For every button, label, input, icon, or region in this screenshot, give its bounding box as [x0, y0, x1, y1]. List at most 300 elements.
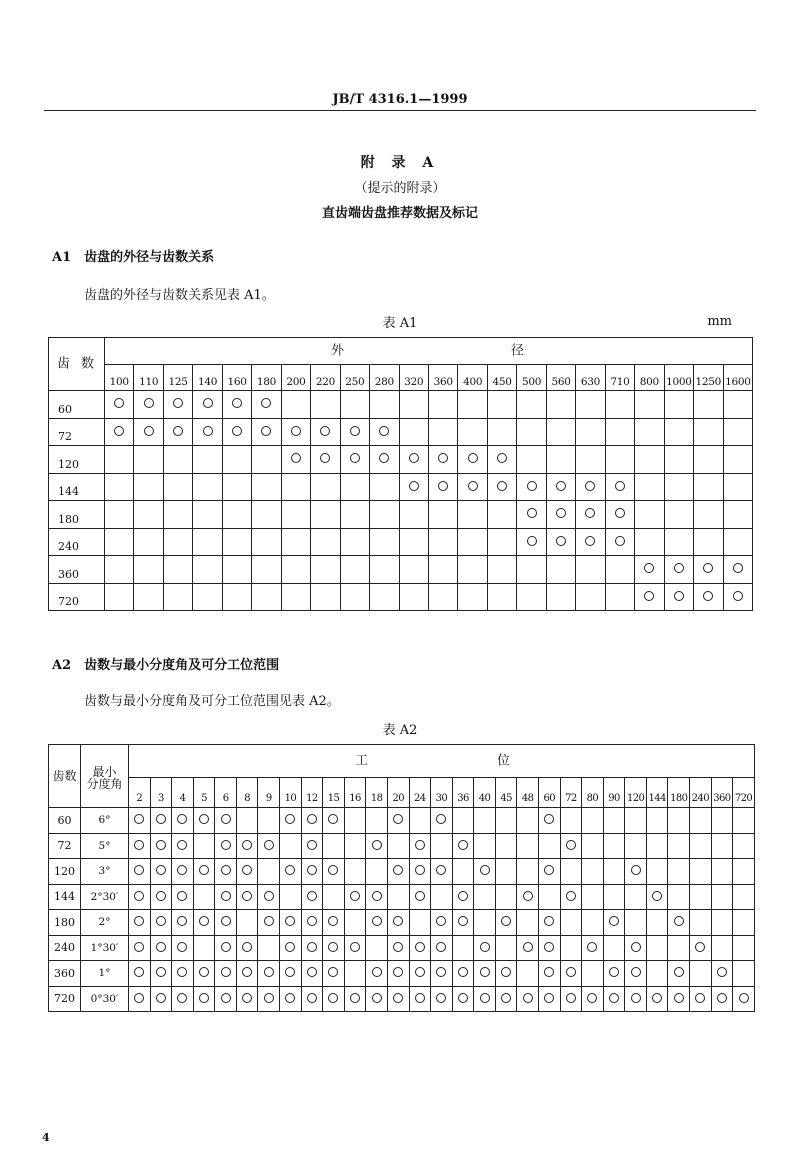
- circle-mark-icon: [285, 967, 295, 977]
- table-cell: [387, 935, 409, 961]
- teeth-cell: 180: [49, 910, 81, 936]
- table-cell: [431, 808, 453, 834]
- table-cell: [690, 986, 712, 1012]
- table-cell: [546, 473, 575, 501]
- circle-mark-icon: [203, 398, 213, 408]
- table-cell: [301, 808, 323, 834]
- table-cell: [517, 884, 539, 910]
- table-cell: [664, 528, 693, 556]
- table-cell: [603, 884, 625, 910]
- table-cell: [409, 808, 431, 834]
- circle-mark-icon: [609, 916, 619, 926]
- diameter-column-header: 250: [340, 365, 369, 391]
- circle-mark-icon: [415, 865, 425, 875]
- circle-mark-icon: [264, 993, 274, 1003]
- table-cell: [399, 418, 428, 446]
- table-cell: [517, 935, 539, 961]
- table-cell: [215, 833, 237, 859]
- table-cell: [690, 884, 712, 910]
- table-cell: [258, 910, 280, 936]
- table-cell: [625, 910, 647, 936]
- circle-mark-icon: [415, 967, 425, 977]
- table-cell: [646, 961, 668, 987]
- table-cell: [105, 556, 134, 584]
- table-cell: [311, 501, 340, 529]
- circle-mark-icon: [585, 508, 595, 518]
- table-cell: [172, 961, 194, 987]
- table-cell: [222, 473, 251, 501]
- min-angle-cell: 1°: [81, 961, 129, 987]
- station-column-header: 2: [129, 778, 151, 808]
- teeth-cell: 240: [49, 935, 81, 961]
- table-cell: [215, 935, 237, 961]
- table-cell: [428, 501, 457, 529]
- circle-mark-icon: [497, 453, 507, 463]
- diameter-column-header: 450: [487, 365, 516, 391]
- circle-mark-icon: [480, 865, 490, 875]
- circle-mark-icon: [556, 536, 566, 546]
- table-cell: [281, 391, 310, 419]
- table-cell: [635, 473, 664, 501]
- table-cell: [582, 833, 604, 859]
- table-cell: [458, 446, 487, 474]
- table-cell: [366, 884, 388, 910]
- circle-mark-icon: [415, 993, 425, 1003]
- diameter-column-header: 220: [311, 365, 340, 391]
- circle-mark-icon: [372, 916, 382, 926]
- circle-mark-icon: [199, 916, 209, 926]
- diameter-column-header: 800: [635, 365, 664, 391]
- circle-mark-icon: [221, 891, 231, 901]
- table-cell: [458, 556, 487, 584]
- table-cell: [134, 391, 163, 419]
- table-cell: [129, 859, 151, 885]
- table-cell: [236, 910, 258, 936]
- circle-mark-icon: [544, 865, 554, 875]
- table-cell: [664, 556, 693, 584]
- table-cell: [517, 418, 546, 446]
- table-cell: [517, 556, 546, 584]
- circle-mark-icon: [156, 967, 166, 977]
- circle-mark-icon: [544, 993, 554, 1003]
- teeth-cell: 60: [49, 808, 81, 834]
- station-column-header: 180: [668, 778, 690, 808]
- table-cell: [668, 986, 690, 1012]
- diameter-column-header: 180: [252, 365, 281, 391]
- table-cell: [723, 473, 753, 501]
- table-cell: [664, 583, 693, 611]
- table-cell: [222, 528, 251, 556]
- document-code: JB/T 4316.1—1999: [332, 92, 468, 107]
- table-cell: [311, 556, 340, 584]
- table-cell: [474, 884, 496, 910]
- table-cell: [538, 884, 560, 910]
- circle-mark-icon: [652, 993, 662, 1003]
- table-cell: [694, 473, 723, 501]
- table-cell: [646, 833, 668, 859]
- circle-mark-icon: [438, 453, 448, 463]
- table-cell: [105, 391, 134, 419]
- table-cell: [711, 910, 733, 936]
- circle-mark-icon: [415, 891, 425, 901]
- table-cell: [452, 935, 474, 961]
- table-cell: [733, 961, 755, 987]
- table-cell: [495, 986, 517, 1012]
- table-cell: [340, 583, 369, 611]
- table-cell: [150, 961, 172, 987]
- teeth-cell: 720: [49, 986, 81, 1012]
- table-cell: [311, 473, 340, 501]
- table-cell: [560, 859, 582, 885]
- table-cell: [222, 501, 251, 529]
- station-column-header: 9: [258, 778, 280, 808]
- table-cell: [340, 528, 369, 556]
- circle-mark-icon: [544, 916, 554, 926]
- station-column-header: 36: [452, 778, 474, 808]
- circle-mark-icon: [156, 891, 166, 901]
- table-cell: [625, 833, 647, 859]
- table-cell: [163, 528, 192, 556]
- diameter-column-header: 320: [399, 365, 428, 391]
- circle-mark-icon: [320, 426, 330, 436]
- station-column-header: 80: [582, 778, 604, 808]
- circle-mark-icon: [285, 993, 295, 1003]
- circle-mark-icon: [177, 840, 187, 850]
- circle-mark-icon: [674, 591, 684, 601]
- diameter-column-header: 1600: [723, 365, 753, 391]
- table-cell: [370, 446, 399, 474]
- table-cell: [163, 583, 192, 611]
- circle-mark-icon: [436, 942, 446, 952]
- circle-mark-icon: [644, 591, 654, 601]
- min-angle-cell: 2°: [81, 910, 129, 936]
- circle-mark-icon: [156, 814, 166, 824]
- table-cell: [428, 391, 457, 419]
- table-cell: [281, 528, 310, 556]
- table-cell: [560, 910, 582, 936]
- circle-mark-icon: [480, 993, 490, 1003]
- table-cell: [560, 961, 582, 987]
- table-cell: [311, 391, 340, 419]
- circle-mark-icon: [556, 508, 566, 518]
- station-column-header: 18: [366, 778, 388, 808]
- table-cell: [603, 910, 625, 936]
- circle-mark-icon: [372, 967, 382, 977]
- table-cell: [517, 808, 539, 834]
- circle-mark-icon: [285, 942, 295, 952]
- circle-mark-icon: [177, 967, 187, 977]
- table-cell: [646, 884, 668, 910]
- table-cell: [222, 391, 251, 419]
- table-cell: [150, 833, 172, 859]
- station-column-header: 20: [387, 778, 409, 808]
- circle-mark-icon: [156, 942, 166, 952]
- circle-mark-icon: [703, 591, 713, 601]
- circle-mark-icon: [379, 426, 389, 436]
- circle-mark-icon: [458, 891, 468, 901]
- table-cell: [495, 859, 517, 885]
- table-cell: [431, 986, 453, 1012]
- table-cell: [129, 808, 151, 834]
- station-column-header: 30: [431, 778, 453, 808]
- table-cell: [193, 501, 222, 529]
- circle-mark-icon: [242, 840, 252, 850]
- table-cell: [538, 961, 560, 987]
- circle-mark-icon: [609, 993, 619, 1003]
- circle-mark-icon: [261, 398, 271, 408]
- table-cell: [105, 501, 134, 529]
- circle-mark-icon: [501, 916, 511, 926]
- table-cell: [582, 884, 604, 910]
- table-cell: [236, 935, 258, 961]
- table-cell: [603, 859, 625, 885]
- circle-mark-icon: [631, 942, 641, 952]
- table-cell: [733, 808, 755, 834]
- table-cell: [487, 501, 516, 529]
- table-cell: [193, 473, 222, 501]
- table-cell: [517, 501, 546, 529]
- diameter-column-header: 100: [105, 365, 134, 391]
- station-column-header: 10: [280, 778, 302, 808]
- table-cell: [340, 501, 369, 529]
- table-row: [49, 808, 755, 834]
- table-cell: [340, 473, 369, 501]
- table-cell: [711, 808, 733, 834]
- circle-mark-icon: [501, 967, 511, 977]
- circle-mark-icon: [695, 942, 705, 952]
- station-column-header: 24: [409, 778, 431, 808]
- circle-mark-icon: [393, 993, 403, 1003]
- table-cell: [323, 961, 345, 987]
- circle-mark-icon: [328, 967, 338, 977]
- table-cell: [134, 501, 163, 529]
- table-cell: [711, 859, 733, 885]
- table-cell: [105, 473, 134, 501]
- table-cell: [431, 935, 453, 961]
- table-cell: [222, 556, 251, 584]
- circle-mark-icon: [609, 967, 619, 977]
- table-row: [49, 528, 753, 556]
- table-cell: [193, 556, 222, 584]
- table-cell: [280, 808, 302, 834]
- table-cell: [387, 859, 409, 885]
- table-cell: [603, 986, 625, 1012]
- circle-mark-icon: [458, 967, 468, 977]
- circle-mark-icon: [350, 993, 360, 1003]
- table-cell: [215, 961, 237, 987]
- diameter-column-header: 140: [193, 365, 222, 391]
- table-cell: [409, 859, 431, 885]
- table-cell: [625, 859, 647, 885]
- table-row: [49, 501, 753, 529]
- table-cell: [635, 446, 664, 474]
- table-cell: [546, 501, 575, 529]
- table-cell: [252, 528, 281, 556]
- table-a1: [48, 337, 753, 611]
- table-a2-caption: 表 A2: [382, 723, 418, 738]
- table-cell: [625, 961, 647, 987]
- table-cell: [399, 446, 428, 474]
- circle-mark-icon: [221, 865, 231, 875]
- circle-mark-icon: [221, 967, 231, 977]
- table-cell: [605, 391, 634, 419]
- table-cell: [258, 986, 280, 1012]
- table-cell: [546, 418, 575, 446]
- table-cell: [603, 961, 625, 987]
- table-cell: [150, 986, 172, 1012]
- table-cell: [193, 418, 222, 446]
- table-cell: [487, 418, 516, 446]
- teeth-cell: 720: [49, 583, 105, 611]
- circle-mark-icon: [134, 865, 144, 875]
- circle-mark-icon: [328, 865, 338, 875]
- diameter-column-header: 400: [458, 365, 487, 391]
- table-cell: [215, 884, 237, 910]
- circle-mark-icon: [566, 891, 576, 901]
- circle-mark-icon: [320, 453, 330, 463]
- table-cell: [193, 884, 215, 910]
- table-cell: [344, 961, 366, 987]
- table-cell: [646, 808, 668, 834]
- circle-mark-icon: [717, 967, 727, 977]
- circle-mark-icon: [350, 426, 360, 436]
- min-angle-cell: 5°: [81, 833, 129, 859]
- teeth-cell: 144: [49, 473, 105, 501]
- table-cell: [366, 833, 388, 859]
- table-cell: [301, 910, 323, 936]
- table-cell: [487, 528, 516, 556]
- circle-mark-icon: [468, 481, 478, 491]
- table-cell: [163, 556, 192, 584]
- circle-mark-icon: [566, 993, 576, 1003]
- circle-mark-icon: [134, 891, 144, 901]
- table-cell: [517, 528, 546, 556]
- table-cell: [474, 833, 496, 859]
- table-cell: [252, 583, 281, 611]
- table-cell: [399, 501, 428, 529]
- table-cell: [428, 446, 457, 474]
- diameter-column-header: 560: [546, 365, 575, 391]
- circle-mark-icon: [285, 916, 295, 926]
- circle-mark-icon: [585, 536, 595, 546]
- table-cell: [323, 910, 345, 936]
- circle-mark-icon: [372, 891, 382, 901]
- table-cell: [582, 935, 604, 961]
- table-row: [49, 418, 753, 446]
- table-cell: [323, 833, 345, 859]
- station-header-label: 工: [355, 753, 369, 769]
- table-cell: [546, 528, 575, 556]
- circle-mark-icon: [177, 891, 187, 901]
- table-cell: [281, 418, 310, 446]
- table-cell: [431, 961, 453, 987]
- table-cell: [694, 583, 723, 611]
- table-cell: [258, 808, 280, 834]
- table-cell: [458, 501, 487, 529]
- table-row: [49, 961, 755, 987]
- table-cell: [605, 473, 634, 501]
- table-cell: [576, 418, 605, 446]
- table-cell: [150, 884, 172, 910]
- circle-mark-icon: [733, 563, 743, 573]
- table-cell: [134, 473, 163, 501]
- table-cell: [129, 833, 151, 859]
- circle-mark-icon: [674, 967, 684, 977]
- circle-mark-icon: [436, 967, 446, 977]
- table-cell: [694, 418, 723, 446]
- circle-mark-icon: [544, 967, 554, 977]
- circle-mark-icon: [291, 453, 301, 463]
- diameter-column-header: 160: [222, 365, 251, 391]
- table-cell: [301, 859, 323, 885]
- table-cell: [723, 528, 753, 556]
- table-cell: [428, 473, 457, 501]
- teeth-cell: 240: [49, 528, 105, 556]
- circle-mark-icon: [717, 993, 727, 1003]
- circle-mark-icon: [242, 942, 252, 952]
- circle-mark-icon: [199, 814, 209, 824]
- table-cell: [431, 884, 453, 910]
- circle-mark-icon: [527, 508, 537, 518]
- table-cell: [193, 808, 215, 834]
- circle-mark-icon: [221, 840, 231, 850]
- table-cell: [723, 446, 753, 474]
- table-cell: [172, 808, 194, 834]
- table-cell: [134, 556, 163, 584]
- circle-mark-icon: [177, 942, 187, 952]
- table-cell: [193, 528, 222, 556]
- table-a1-column-row: [49, 365, 753, 391]
- circle-mark-icon: [285, 814, 295, 824]
- table-cell: [193, 391, 222, 419]
- table-cell: [323, 935, 345, 961]
- table-cell: [366, 910, 388, 936]
- table-cell: [487, 583, 516, 611]
- table-cell: [458, 418, 487, 446]
- table-cell: [387, 961, 409, 987]
- circle-mark-icon: [631, 865, 641, 875]
- table-cell: [134, 418, 163, 446]
- table-cell: [105, 446, 134, 474]
- table-cell: [280, 986, 302, 1012]
- table-cell: [399, 391, 428, 419]
- table-cell: [323, 859, 345, 885]
- table-cell: [495, 833, 517, 859]
- table-cell: [370, 528, 399, 556]
- table-cell: [280, 884, 302, 910]
- table-cell: [311, 583, 340, 611]
- diameter-column-header: 110: [134, 365, 163, 391]
- diameter-column-header: 710: [605, 365, 634, 391]
- table-cell: [409, 935, 431, 961]
- table-cell: [576, 556, 605, 584]
- table-cell: [344, 884, 366, 910]
- circle-mark-icon: [291, 426, 301, 436]
- circle-mark-icon: [328, 814, 338, 824]
- table-cell: [690, 808, 712, 834]
- table-cell: [340, 391, 369, 419]
- circle-mark-icon: [203, 426, 213, 436]
- table-cell: [344, 833, 366, 859]
- circle-mark-icon: [674, 563, 684, 573]
- min-angle-cell: 3°: [81, 859, 129, 885]
- teeth-header-label: 数: [81, 356, 95, 372]
- station-column-header: 720: [733, 778, 755, 808]
- table-cell: [340, 556, 369, 584]
- table-cell: [344, 859, 366, 885]
- circle-mark-icon: [264, 916, 274, 926]
- circle-mark-icon: [544, 814, 554, 824]
